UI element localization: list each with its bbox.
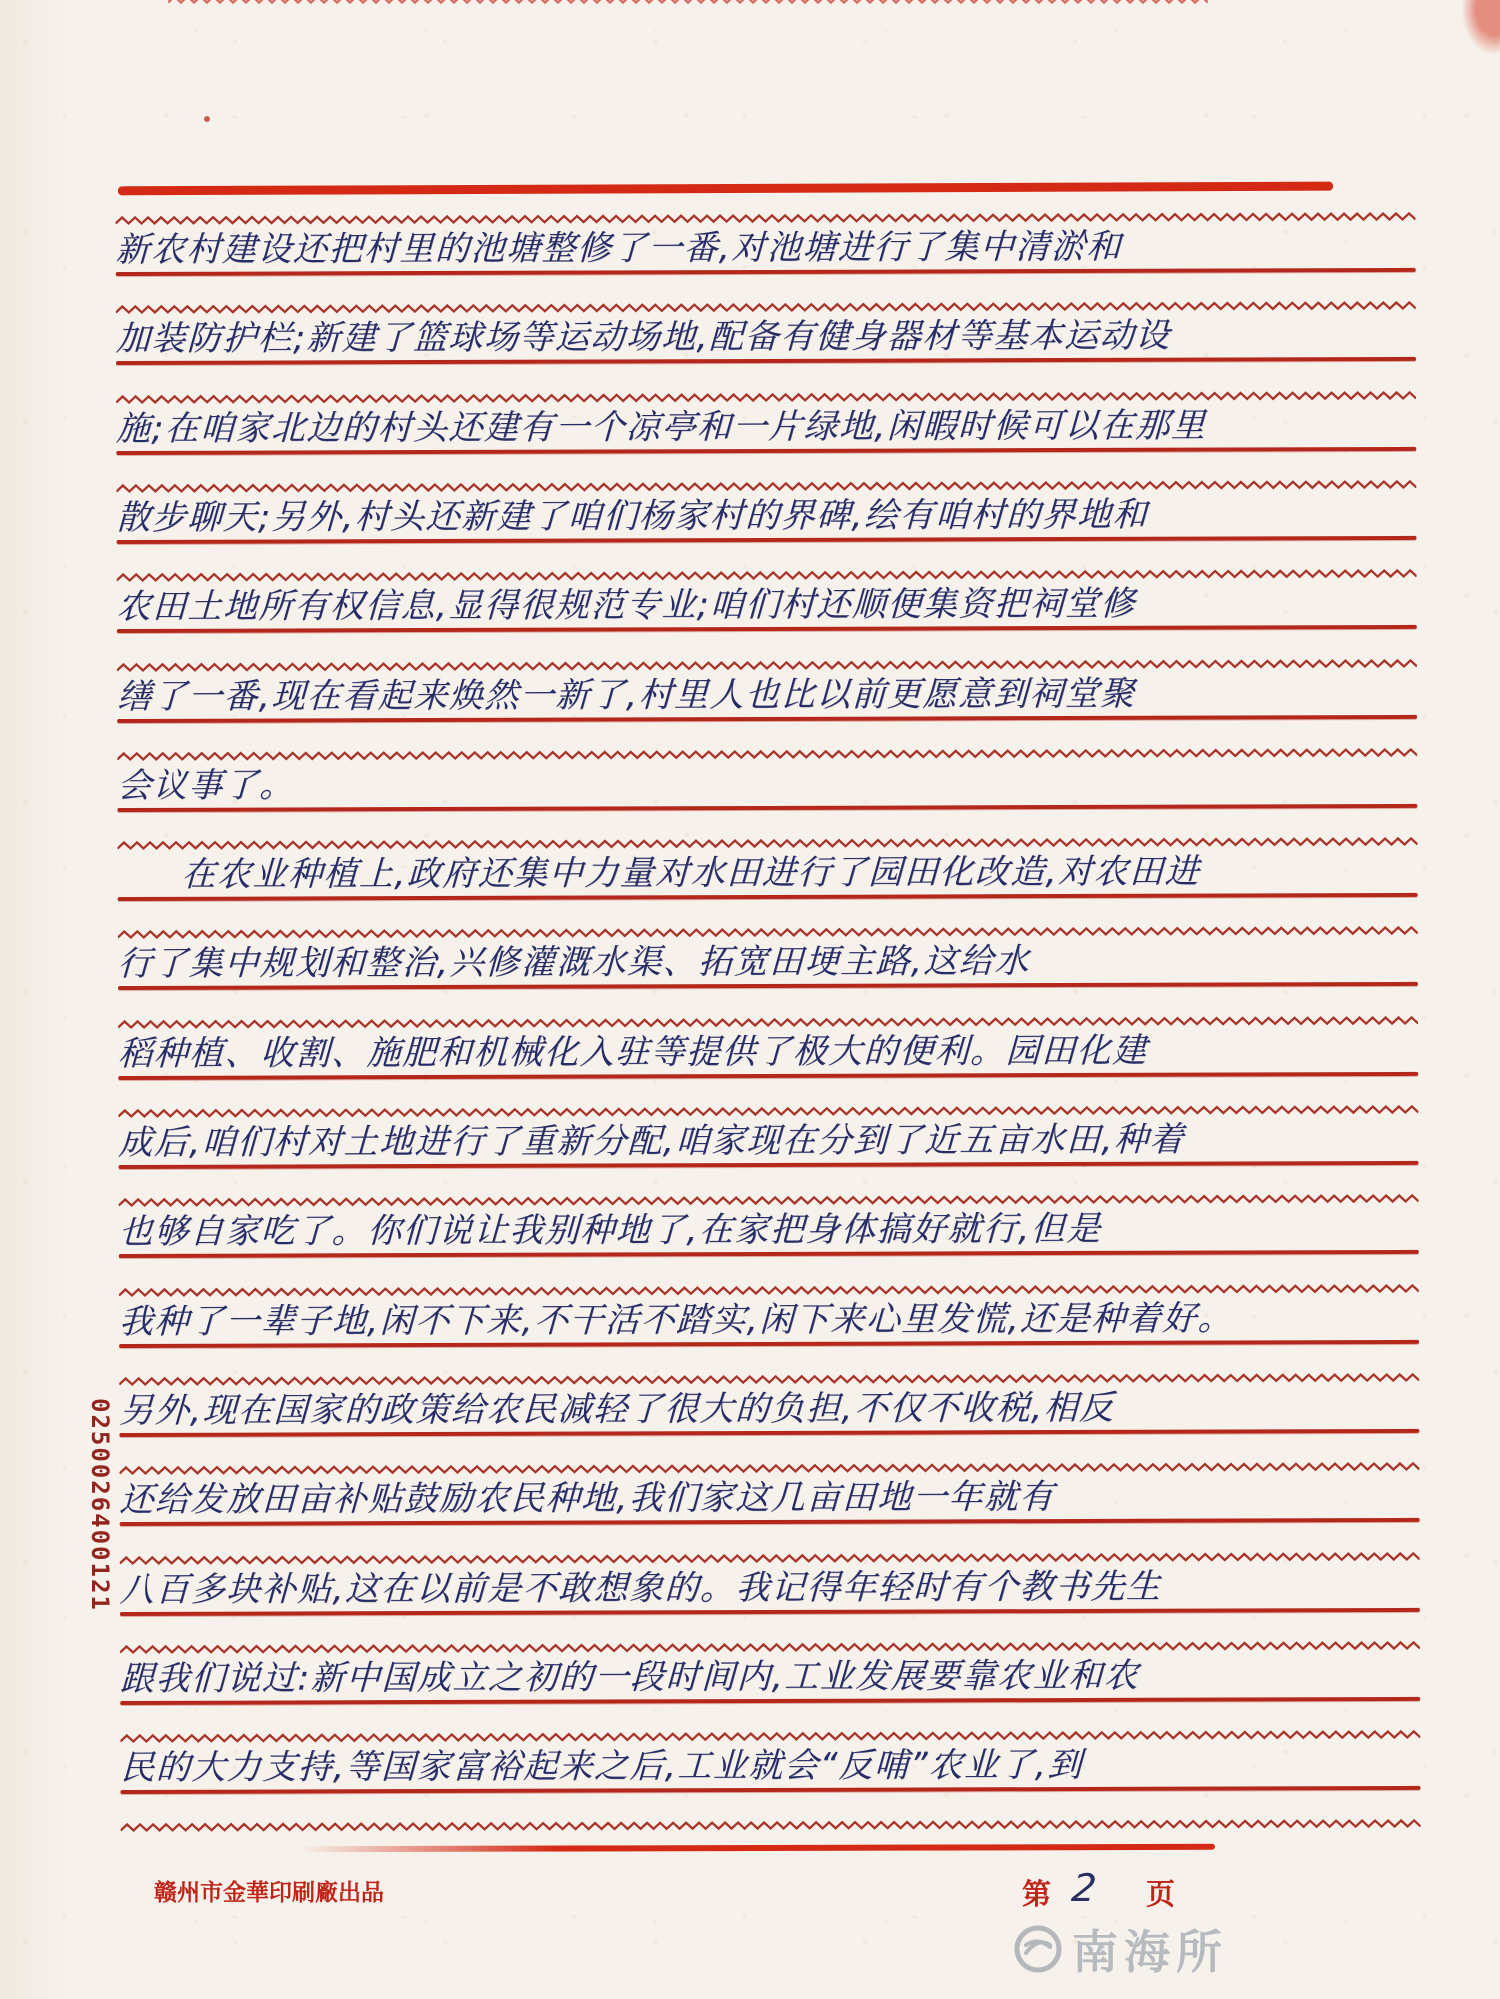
handwritten-line: 另外,现在国家的政策给农民减轻了很大的负担,不仅不收税,相反 [118,1387,1116,1432]
handwritten-line: 还给发放田亩补贴鼓励农民种地,我们家这几亩田地一年就有 [118,1477,1056,1521]
ruling-baseline [117,804,1417,812]
ruling-zigzag-line [118,1104,1418,1119]
ruling-zigzag-line [116,211,1416,226]
ruling-zigzag-line [120,1551,1420,1566]
handwritten-line: 成后,咱们村对土地进行了重新分配,咱家现在分到了近五亩水田,种着 [117,1119,1186,1164]
ruling-zigzag-line [119,1193,1419,1208]
ruling-zigzag-line [116,479,1416,494]
handwritten-line: 散步聊天;另外,村头还新建了咱们杨家村的界碑,绘有咱村的界地和 [115,494,1149,539]
ruling-zigzag-line [118,1015,1418,1030]
watermark [1012,1916,1228,1982]
watermark-text: 南海所 [1072,1925,1228,1979]
ruling-zigzag-line [119,1283,1419,1298]
handwritten-line: 施;在咱家北边的村头还建有一个凉亭和一片绿地,闲暇时候可以在那里 [115,405,1208,450]
handwritten-page-number: 2 [1069,1866,1099,1910]
handwritten-line: 八百多块补贴,这在以前是不敢想象的。我记得年轻时有个教书先生 [119,1566,1163,1611]
ruling-zigzag-line [117,836,1417,851]
ruling-zigzag-line [117,568,1417,583]
ruling-zigzag-line [121,1818,1421,1833]
handwritten-line: 会议事了。 [116,765,296,807]
margin-serial-number: 0250026400121 [86,1398,114,1612]
handwritten-line: 新农村建设还把村里的池塘整修了一番,对池塘进行了集中清淤和 [115,226,1123,271]
printer-credit: 赣州市金華印刷廠出品 [154,1880,384,1905]
handwritten-line: 也够自家吃了。你们说让我别种地了,在家把身体搞好就行,但是 [118,1208,1103,1253]
handwritten-line: 跟我们说过:新中国成立之初的一段时间内,工业发展要靠农业和农 [119,1655,1141,1700]
handwritten-line: 在农业种植上,政府还集中力量对水田进行了园田化改造,对农田进 [180,851,1201,895]
handwritten-line: 行了集中规划和整治,兴修灌溉水渠、拓宽田埂主路,这给水 [117,941,1031,985]
ruling-zigzag-line [117,747,1417,762]
stray-ink-dot [204,116,210,122]
ruling-zigzag-line [119,1461,1419,1476]
ruling-zigzag-line [118,925,1418,940]
ruling-zigzag-line [119,1372,1419,1387]
ruling-zigzag-line [117,658,1417,673]
ruling-zigzag-line [116,300,1416,315]
handwritten-line: 稻种植、收割、施肥和机械化入驻等提供了极大的便利。园田化建 [117,1030,1149,1075]
handwritten-line: 民的大力支持,等国家富裕起来之后,工业就会“反哺”农业了,到 [119,1744,1084,1789]
page-label-suffix: 页 [1146,1879,1176,1911]
page-label-prefix: 第 [1022,1879,1052,1911]
ruling-zigzag-line [120,1640,1420,1655]
watermark-logo-icon [1012,1923,1064,1975]
handwritten-line: 我种了一辈子地,闲不下来,不干活不踏实,闲下来心里发慌,还是种着好。 [118,1298,1234,1343]
ruling-zigzag-line [120,1729,1420,1744]
ruling-zigzag-line [116,390,1416,405]
handwritten-line: 加装防护栏;新建了篮球场等运动场地,配备有健身器材等基本运动设 [115,315,1172,360]
handwritten-line: 缮了一番,现在看起来焕然一新了,村里人也比以前更愿意到祠堂聚 [116,673,1137,718]
handwritten-line: 农田土地所有权信息,显得很规范专业;咱们村还顺便集资把祠堂修 [116,583,1137,628]
